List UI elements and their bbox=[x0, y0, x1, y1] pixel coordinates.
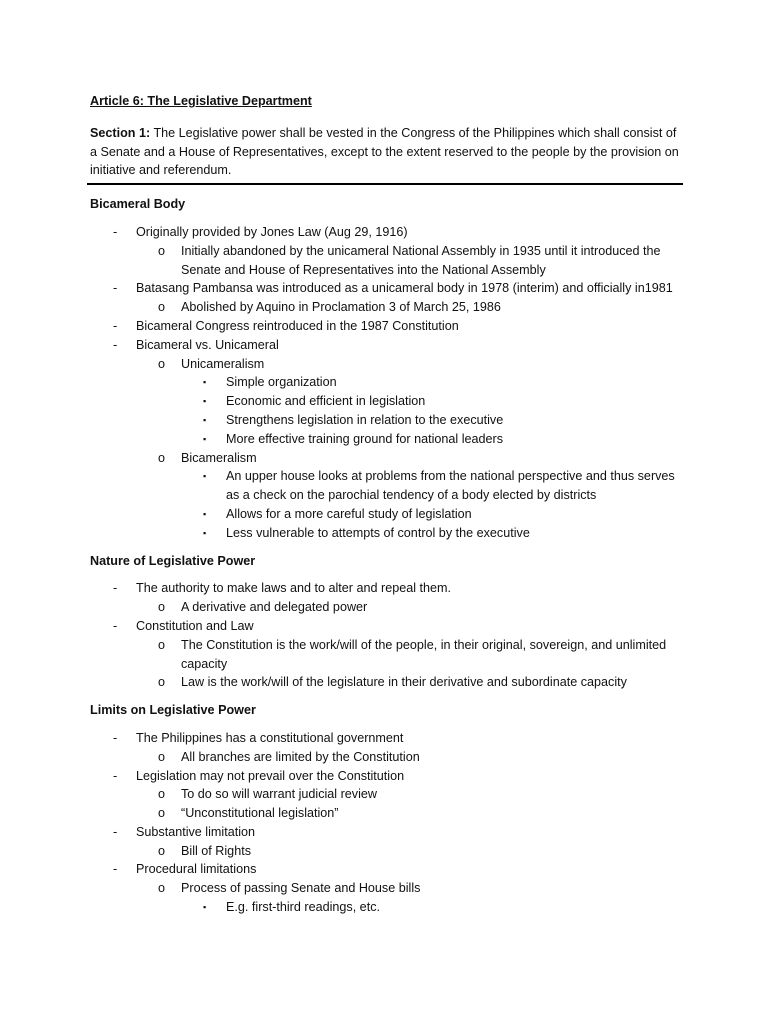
outline-item-text: Less vulnerable to attempts of control by the executive bbox=[226, 525, 530, 540]
outline-item-text: Bicameral vs. Unicameral bbox=[136, 337, 279, 352]
outline-item-level-3 bbox=[90, 392, 680, 411]
square-bullet-icon: ▪ bbox=[203, 527, 207, 538]
outline-item-level-2 bbox=[90, 355, 680, 374]
circle-bullet-marker: o bbox=[158, 675, 166, 690]
outline-item-level-3 bbox=[90, 411, 680, 430]
outline-item-level-1 bbox=[90, 336, 680, 355]
outline-item-text: Bicameral Congress reintroduced in the 1987 Constitution bbox=[136, 318, 459, 333]
outline-item-text: Allows for a more careful study of legislation bbox=[226, 506, 472, 521]
square-bullet-icon: ▪ bbox=[203, 396, 207, 407]
outline-item-level-2 bbox=[90, 842, 680, 861]
outline-item-level-1 bbox=[90, 317, 680, 336]
outline-item-level-1 bbox=[90, 279, 680, 298]
dash-bullet-marker: - bbox=[113, 581, 118, 596]
dash-bullet-marker: - bbox=[113, 824, 118, 839]
circle-bullet-marker: o bbox=[158, 637, 166, 652]
outline-item-level-1 bbox=[90, 767, 680, 786]
outline-item-text: The Philippines has a constitutional government bbox=[136, 730, 404, 745]
outline-item-text: Substantive limitation bbox=[136, 824, 256, 839]
outline-item-level-3 bbox=[90, 898, 680, 917]
outline-item-level-3 bbox=[90, 524, 680, 543]
outline-item-level-2 bbox=[90, 242, 680, 280]
outline-item-level-3 bbox=[90, 430, 680, 449]
dash-bullet-marker: - bbox=[113, 730, 118, 745]
section-heading: Nature of Legislative Power bbox=[90, 553, 256, 568]
outline-item-text: Initially abandoned by the unicameral National Assembly in 1935 until it introduced the Senate and House of Representatives into the National Assembly bbox=[181, 243, 661, 277]
section-1-paragraph bbox=[90, 124, 680, 180]
outline-item-text: All branches are limited by the Constitution bbox=[181, 749, 420, 764]
outline-item-text: Bicameralism bbox=[181, 450, 257, 465]
section-1-label: Section 1: bbox=[90, 125, 151, 140]
horizontal-rule bbox=[87, 183, 683, 185]
outline-item-text: Process of passing Senate and House bills bbox=[181, 881, 421, 896]
outline-sections bbox=[90, 195, 680, 917]
outline-item-text: Law is the work/will of the legislature in their derivative and subordinate capacity bbox=[181, 675, 627, 690]
section-1-text: The Legislative power shall be vested in the Congress of the Philippines which shall consist of a Senate and a House of Representatives, except to the extent reserved to the people by the provision on initiative and referendum. bbox=[90, 125, 679, 178]
circle-bullet-marker: o bbox=[158, 450, 166, 465]
dash-bullet-marker: - bbox=[113, 224, 118, 239]
outline-item-level-2 bbox=[90, 636, 680, 674]
circle-bullet-marker: o bbox=[158, 300, 166, 315]
outline-item-text: Simple organization bbox=[226, 375, 337, 390]
dash-bullet-marker: - bbox=[113, 768, 118, 783]
outline-item-level-2 bbox=[90, 748, 680, 767]
circle-bullet-marker: o bbox=[158, 787, 166, 802]
dash-bullet-marker: - bbox=[113, 318, 118, 333]
circle-bullet-marker: o bbox=[158, 806, 166, 821]
outline-item-text: A derivative and delegated power bbox=[181, 600, 368, 615]
outline-item-level-2 bbox=[90, 785, 680, 804]
outline-item-text: “Unconstitutional legislation” bbox=[181, 806, 339, 821]
outline-item-text: Unicameralism bbox=[181, 356, 265, 371]
outline-item-text: E.g. first-third readings, etc. bbox=[226, 900, 380, 915]
square-bullet-icon: ▪ bbox=[203, 433, 207, 444]
outline-list bbox=[90, 223, 680, 543]
outline-list bbox=[90, 579, 680, 692]
outline-item-level-2 bbox=[90, 298, 680, 317]
outline-item-level-3 bbox=[90, 505, 680, 524]
circle-bullet-marker: o bbox=[158, 356, 166, 371]
outline-item-text: Legislation may not prevail over the Constitution bbox=[136, 768, 405, 783]
outline-item-level-1 bbox=[90, 860, 680, 879]
outline-item-level-2 bbox=[90, 879, 680, 898]
square-bullet-icon: ▪ bbox=[203, 377, 207, 388]
dash-bullet-marker: - bbox=[113, 281, 118, 296]
outline-item-level-2 bbox=[90, 598, 680, 617]
square-bullet-icon: ▪ bbox=[203, 902, 207, 913]
outline-item-level-1 bbox=[90, 729, 680, 748]
outline-item-level-2 bbox=[90, 804, 680, 823]
outline-item-text: An upper house looks at problems from the national perspective and thus serves as a check on the parochial tendency of a body elected by districts bbox=[226, 469, 675, 503]
outline-item-text: Constitution and Law bbox=[136, 618, 254, 633]
outline-item-text: Procedural limitations bbox=[136, 862, 257, 877]
circle-bullet-marker: o bbox=[158, 600, 166, 615]
outline-item-text: Batasang Pambansa was introduced as a unicameral body in 1978 (interim) and officially in1981 bbox=[136, 281, 673, 296]
outline-item-text: Abolished by Aquino in Proclamation 3 of March 25, 1986 bbox=[181, 300, 501, 315]
outline-item-level-2 bbox=[90, 449, 680, 468]
document-body bbox=[90, 92, 680, 917]
dash-bullet-marker: - bbox=[113, 337, 118, 352]
outline-item-level-3 bbox=[90, 467, 680, 505]
circle-bullet-marker: o bbox=[158, 843, 166, 858]
outline-item-level-1 bbox=[90, 579, 680, 598]
outline-item-text: Economic and efficient in legislation bbox=[226, 394, 426, 409]
outline-item-level-3 bbox=[90, 373, 680, 392]
outline-item-text: Strengthens legislation in relation to the executive bbox=[226, 412, 504, 427]
section-heading: Limits on Legislative Power bbox=[90, 703, 256, 718]
circle-bullet-marker: o bbox=[158, 243, 166, 258]
square-bullet-icon: ▪ bbox=[203, 414, 207, 425]
outline-item-level-1 bbox=[90, 823, 680, 842]
outline-item-text: The authority to make laws and to alter and repeal them. bbox=[136, 581, 452, 596]
outline-item-text: Bill of Rights bbox=[181, 843, 251, 858]
outline-item-text: More effective training ground for national leaders bbox=[226, 431, 503, 446]
outline-item-level-2 bbox=[90, 673, 680, 692]
article-title: Article 6: The Legislative Department bbox=[90, 94, 312, 108]
section-heading: Bicameral Body bbox=[90, 197, 186, 212]
outline-item-level-1 bbox=[90, 617, 680, 636]
square-bullet-icon: ▪ bbox=[203, 471, 207, 482]
dash-bullet-marker: - bbox=[113, 618, 118, 633]
outline-item-text: To do so will warrant judicial review bbox=[181, 787, 377, 802]
outline-list bbox=[90, 729, 680, 917]
circle-bullet-marker: o bbox=[158, 749, 166, 764]
square-bullet-icon: ▪ bbox=[203, 508, 207, 519]
dash-bullet-marker: - bbox=[113, 862, 118, 877]
outline-item-text: The Constitution is the work/will of the people, in their original, sovereign, and unlimited capacity bbox=[181, 637, 667, 671]
circle-bullet-marker: o bbox=[158, 881, 166, 896]
outline-item-text: Originally provided by Jones Law (Aug 29, 1916) bbox=[136, 224, 408, 239]
outline-item-level-1 bbox=[90, 223, 680, 242]
